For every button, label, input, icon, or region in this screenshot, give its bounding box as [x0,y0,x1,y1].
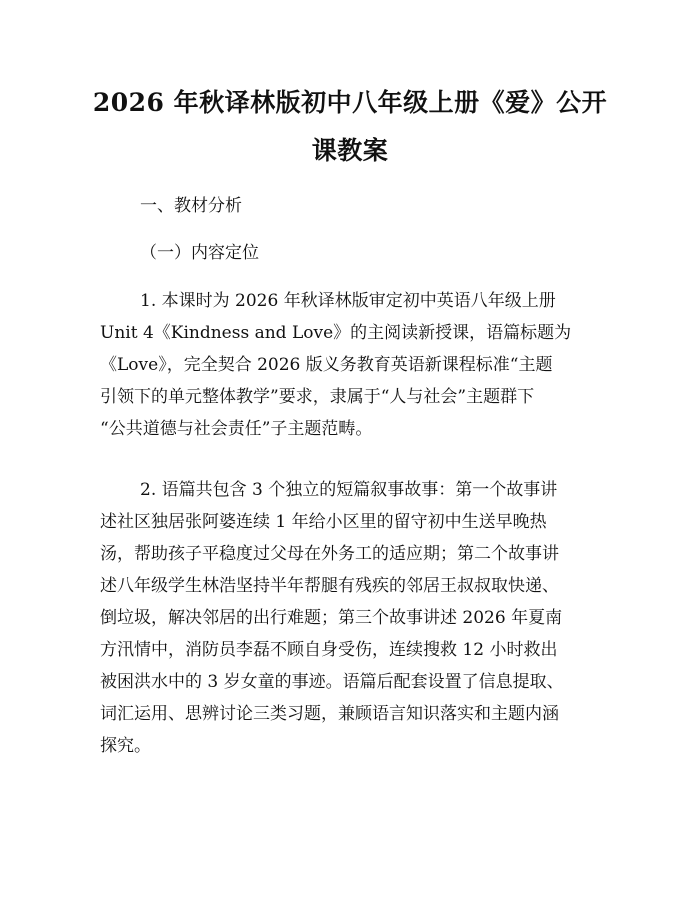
paragraph-1-line: 1. 本课时为 2026 年秋译林版审定初中英语八年级上册 [140,291,556,311]
paragraph-2-line: 汤，帮助孩子平稳度过父母在外务工的适应期；第二个故事讲 [100,544,559,564]
subsection-heading: （一）内容定位 [140,243,259,263]
paragraph-2-line: 述社区独居张阿婆连续 1 年给小区里的留守初中生送早晚热 [100,512,547,532]
paragraph-2-line: 述八年级学生林浩坚持半年帮腿有残疾的邻居王叔叔取快递、 [100,576,559,596]
document-title-line-1: 2026 年秋译林版初中八年级上册《爱》公开 [92,88,608,117]
paragraph-2-line: 方汛情中，消防员李磊不顾自身受伤，连续搜救 12 小时救出 [100,640,558,660]
section-heading: 一、教材分析 [140,196,242,216]
paragraph-1-line: 《Love》，完全契合 2026 版义务教育英语新课程标准“主题 [100,355,553,375]
paragraph-2-line: 词汇运用、思辨讨论三类习题，兼顾语言知识落实和主题内涵 [100,704,559,724]
paragraph-2-line: 被困洪水中的 3 岁女童的事迹。语篇后配套设置了信息提取、 [100,672,564,692]
paragraph-2-line: 2. 语篇共包含 3 个独立的短篇叙事故事：第一个故事讲 [140,480,558,500]
document-title-line-2: 课教案 [311,136,389,165]
paragraph-1-line: “公共道德与社会责任”子主题范畴。 [100,419,373,439]
paragraph-2-line: 探究。 [100,736,151,756]
paragraph-1-line: 引领下的单元整体教学”要求，隶属于“人与社会”主题群下 [100,387,535,407]
paragraph-2 [100,474,600,762]
paragraph-1 [100,285,600,445]
paragraph-2-line: 倒垃圾，解决邻居的出行难题；第三个故事讲述 2026 年夏南 [100,608,563,628]
paragraph-1-line: Unit 4《Kindness and Love》的主阅读新授课，语篇标题为 [100,323,572,343]
